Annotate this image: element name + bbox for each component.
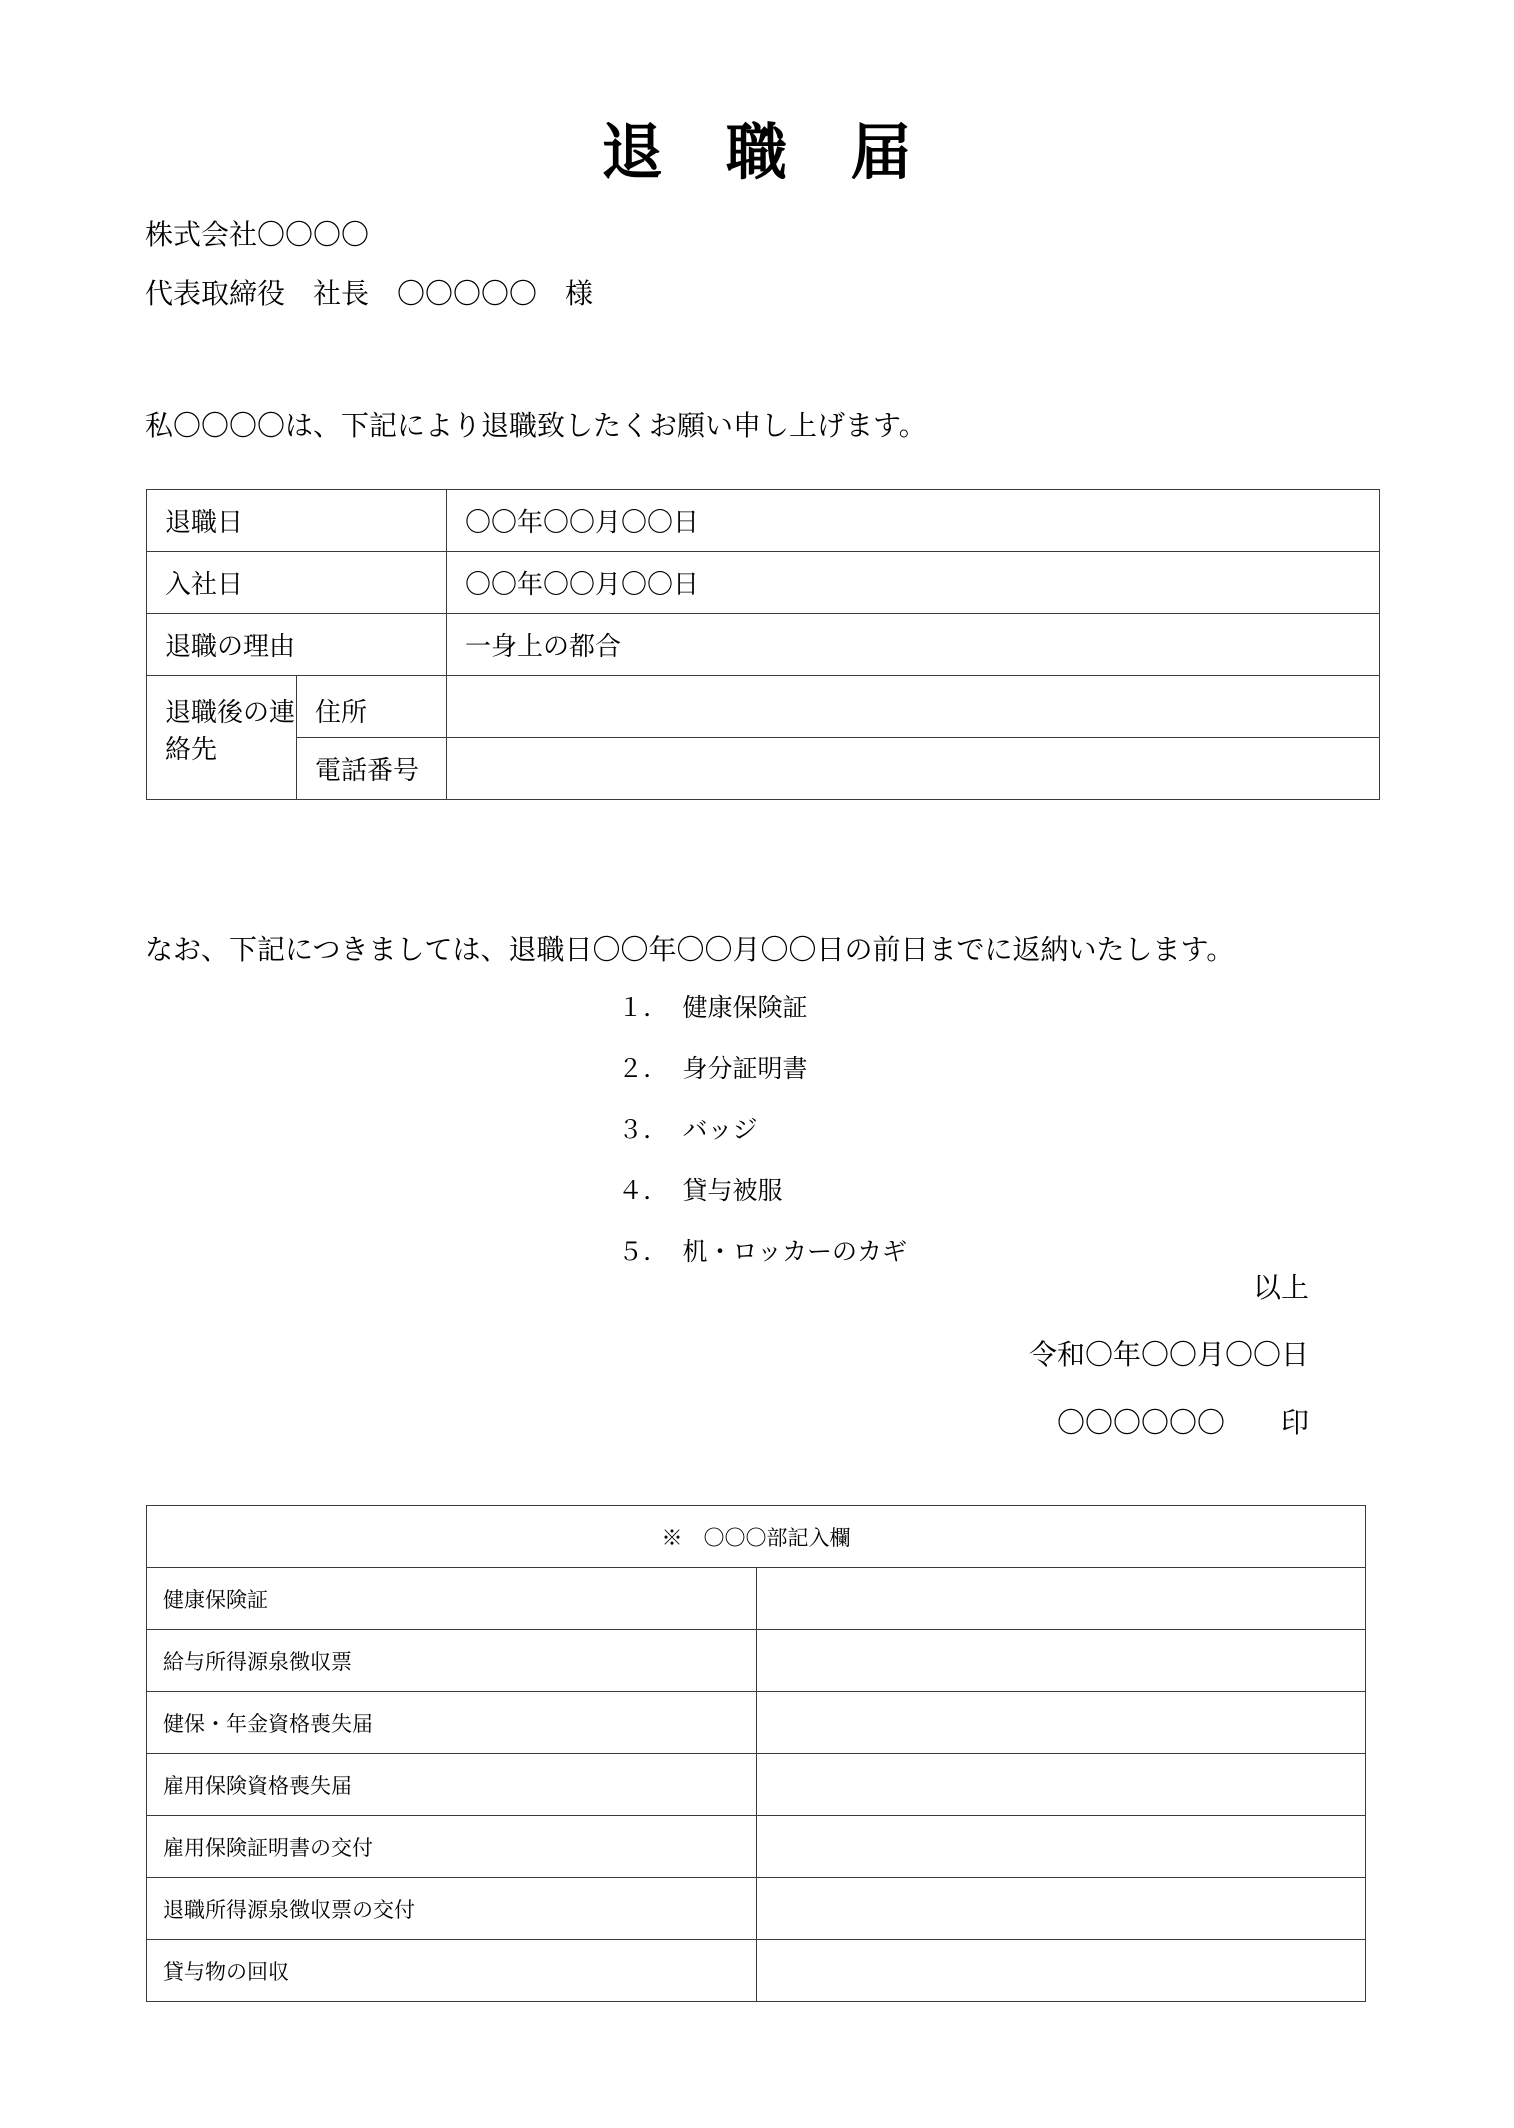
- admin-row-value[interactable]: [756, 1940, 1366, 2002]
- row-value-address[interactable]: [446, 676, 1379, 738]
- table-row: [147, 1878, 1366, 1940]
- admin-table-header: ※ 〇〇〇部記入欄: [147, 1506, 1366, 1568]
- list-item-label: 机・ロッカーのカギ: [682, 1239, 908, 1266]
- return-note-paragraph: なお、下記につきましては、退職日〇〇年〇〇月〇〇日の前日までに返納いたします。: [145, 935, 1235, 966]
- list-item-number: ４．: [618, 1178, 669, 1205]
- table-row: [147, 1692, 1366, 1754]
- admin-row-label: 雇用保険資格喪失届: [147, 1754, 757, 1816]
- closing-ijou: 以上: [1252, 1273, 1309, 1304]
- row-value-phone[interactable]: [446, 738, 1379, 800]
- table-row: [147, 1940, 1366, 2002]
- row-label-retirement-date: 退職日: [147, 490, 447, 552]
- list-item-label: 健康保険証: [682, 995, 808, 1022]
- admin-row-value[interactable]: [756, 1754, 1366, 1816]
- closing-signature[interactable]: 〇〇〇〇〇〇 印: [1056, 1408, 1309, 1439]
- admin-row-value[interactable]: [756, 1878, 1366, 1940]
- row-label-address: 住所: [296, 676, 446, 738]
- list-item-label: バッジ: [682, 1117, 758, 1144]
- admin-row-label: 退職所得源泉徴収票の交付: [147, 1878, 757, 1940]
- list-item: [618, 1179, 907, 1204]
- table-row: [147, 1630, 1366, 1692]
- list-item-number: １．: [618, 995, 669, 1022]
- table-row: [147, 676, 1380, 738]
- table-row: [147, 490, 1380, 552]
- table-row: [147, 1754, 1366, 1816]
- list-item: [618, 1240, 907, 1265]
- list-item-label: 身分証明書: [682, 1056, 808, 1083]
- row-value-reason[interactable]: 一身上の都合: [446, 614, 1379, 676]
- admin-row-value[interactable]: [756, 1630, 1366, 1692]
- admin-row-value[interactable]: [756, 1692, 1366, 1754]
- addressee-company: 株式会社〇〇〇〇: [145, 220, 370, 251]
- lead-paragraph: 私〇〇〇〇は、下記により退職致したくお願い申し上げます。: [145, 411, 927, 442]
- addressee-block: [145, 222, 1145, 340]
- return-items-list: [618, 996, 907, 1301]
- table-row: [147, 1506, 1366, 1568]
- admin-row-value[interactable]: [756, 1568, 1366, 1630]
- resignation-details-table: [146, 489, 1380, 800]
- table-row: [147, 738, 1380, 800]
- admin-row-label: 給与所得源泉徴収票: [147, 1630, 757, 1692]
- closing-date[interactable]: 令和〇年〇〇月〇〇日: [1028, 1340, 1309, 1371]
- list-item-number: ３．: [618, 1117, 669, 1144]
- addressee-person: 代表取締役 社長 〇〇〇〇〇 様: [145, 279, 594, 310]
- list-item-number: ５．: [618, 1239, 669, 1266]
- admin-row-label: 雇用保険証明書の交付: [147, 1816, 757, 1878]
- row-label-phone: 電話番号: [296, 738, 446, 800]
- admin-row-label: 健康保険証: [147, 1568, 757, 1630]
- admin-row-label: 健保・年金資格喪失届: [147, 1692, 757, 1754]
- row-label-contact-after: 退職後の連絡先: [147, 676, 297, 800]
- list-item-number: ２．: [618, 1056, 669, 1083]
- row-label-reason: 退職の理由: [147, 614, 447, 676]
- list-item-label: 貸与被服: [682, 1178, 783, 1205]
- page-title: 退 職 届: [601, 120, 913, 187]
- closing-block: [0, 1275, 1514, 1438]
- table-row: [147, 1568, 1366, 1630]
- admin-checklist-table: [146, 1505, 1366, 2002]
- admin-row-label: 貸与物の回収: [147, 1940, 757, 2002]
- row-label-join-date: 入社日: [147, 552, 447, 614]
- table-row: [147, 552, 1380, 614]
- list-item: [618, 1057, 907, 1082]
- row-value-join-date[interactable]: 〇〇年〇〇月〇〇日: [446, 552, 1379, 614]
- admin-row-value[interactable]: [756, 1816, 1366, 1878]
- row-value-retirement-date[interactable]: 〇〇年〇〇月〇〇日: [446, 490, 1379, 552]
- list-item: [618, 996, 907, 1021]
- table-row: [147, 1816, 1366, 1878]
- table-row: [147, 614, 1380, 676]
- list-item: [618, 1118, 907, 1143]
